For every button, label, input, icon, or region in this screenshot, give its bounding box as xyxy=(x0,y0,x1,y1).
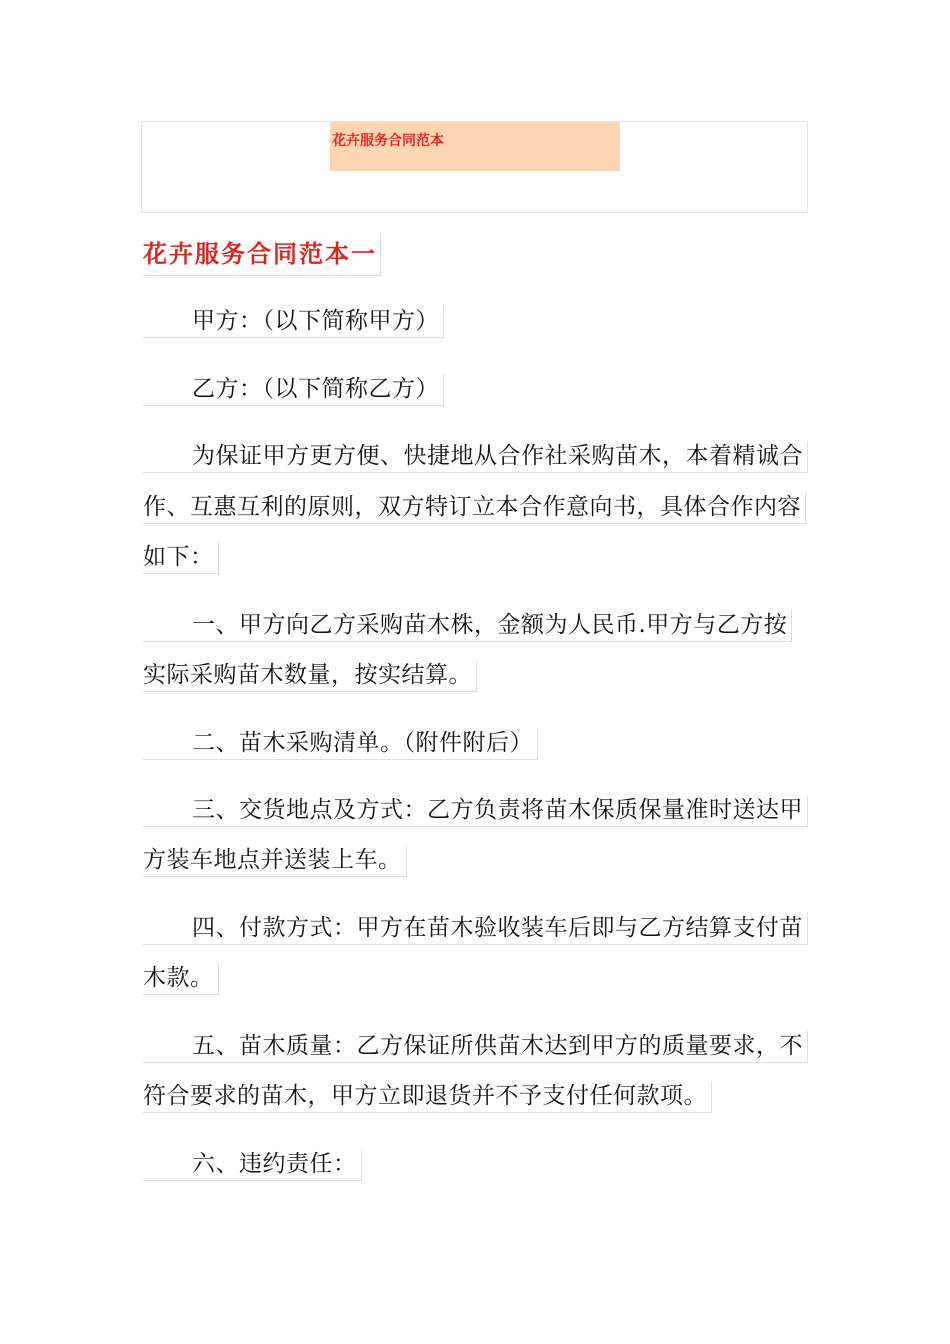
paragraph-line: 五、苗木质量：乙方保证所供苗木达到甲方的质量要求，不 xyxy=(143,1031,808,1063)
paragraph-line: 三、交货地点及方式：乙方负责将苗木保质保量准时送达甲 xyxy=(143,795,808,827)
paragraph-line: 如下： xyxy=(143,542,219,574)
paragraph-line: 二、苗木采购清单。（附件附后） xyxy=(143,728,538,760)
paragraph-line: 为保证甲方更方便、快捷地从合作社采购苗木，本着精诚合 xyxy=(143,441,808,473)
paragraph-line: 实际采购苗木数量，按实结算。 xyxy=(143,660,477,692)
header-label: 花卉服务合同范本 xyxy=(330,122,620,171)
paragraph-line: 方装车地点并送装上车。 xyxy=(143,845,407,877)
paragraph-line: 木款。 xyxy=(143,963,219,995)
paragraph-line: 作、互惠互利的原则，双方特订立本合作意向书，具体合作内容 xyxy=(143,492,806,524)
paragraph-line: 符合要求的苗木，甲方立即退货并不予支付任何款项。 xyxy=(143,1081,712,1113)
paragraph-line: 六、违约责任： xyxy=(143,1149,362,1181)
document-title: 花卉服务合同范本一 xyxy=(143,232,381,276)
paragraph-line: 一、甲方向乙方采购苗木株，金额为人民币.甲方与乙方按 xyxy=(143,610,792,642)
paragraph-line: 乙方：（以下简称乙方） xyxy=(143,374,444,406)
paragraph-line: 四、付款方式：甲方在苗木验收装车后即与乙方结算支付苗 xyxy=(143,913,808,945)
paragraph-line: 甲方：（以下简称甲方） xyxy=(143,306,444,338)
